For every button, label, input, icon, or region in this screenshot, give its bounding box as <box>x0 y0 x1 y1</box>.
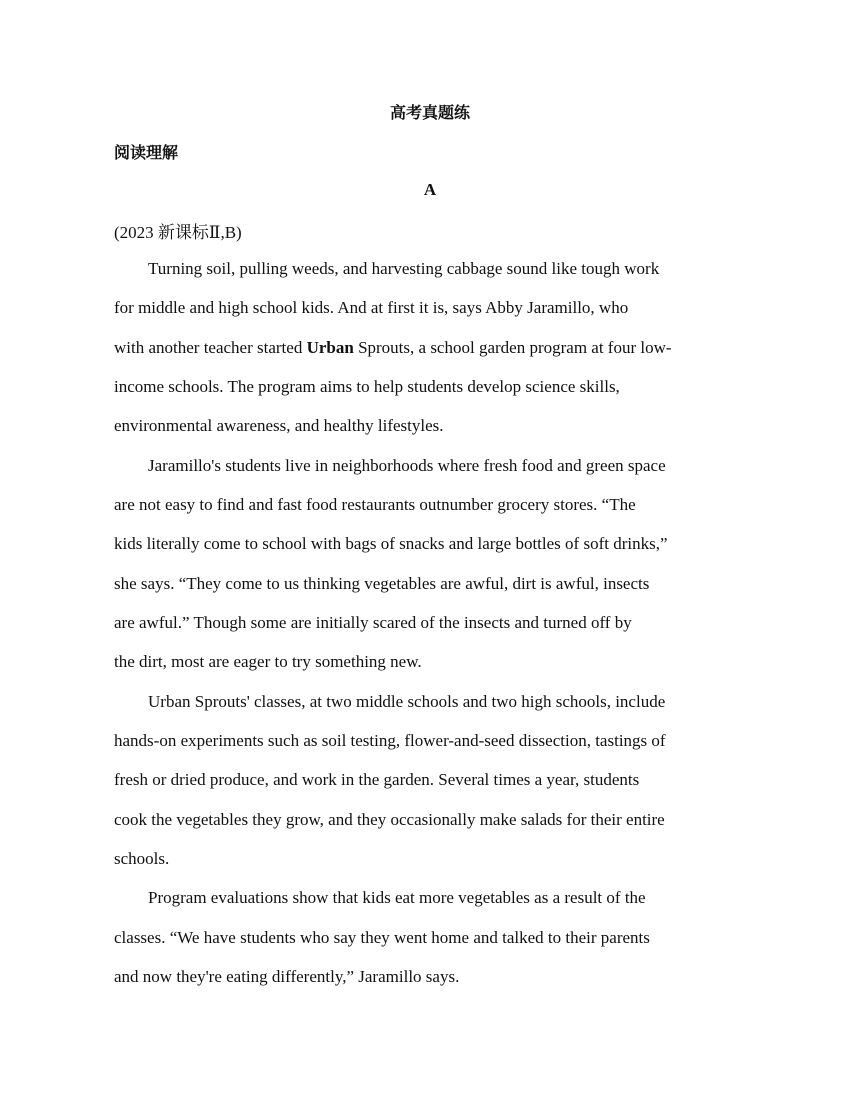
paragraph-2-line-2: are not easy to find and fast food restaurants outnumber grocery stores. “The <box>114 495 636 514</box>
page-title: 高考真题练 <box>389 103 470 122</box>
paragraph-4-line-3: and now they're eating differently,” Jaramillo says. <box>114 967 460 986</box>
passage-letter: A <box>423 180 437 199</box>
paragraph-3-line-5: schools. <box>114 849 170 868</box>
paragraph-4-line-1: Program evaluations show that kids eat more vegetables as a result of the <box>148 888 646 907</box>
paragraph-2-line-6: the dirt, most are eager to try something new. <box>114 652 422 671</box>
paragraph-1-line-1: Turning soil, pulling weeds, and harvesting cabbage sound like tough work <box>148 259 660 278</box>
paragraph-2-line-1: Jaramillo's students live in neighborhoods where fresh food and green space <box>148 456 666 475</box>
paragraph-3-line-1: Urban Sprouts' classes, at two middle schools and two high schools, include <box>148 692 666 711</box>
passage-source: (2023 新课标Ⅱ,B) <box>114 223 242 242</box>
paragraph-2-line-4: she says. “They come to us thinking vegetables are awful, dirt is awful, insects <box>114 574 650 593</box>
section-heading: 阅读理解 <box>114 143 179 162</box>
paragraph-2-line-3: kids literally come to school with bags of snacks and large bottles of soft drinks,” <box>114 534 668 553</box>
bold-word-urban: Urban <box>306 338 354 357</box>
paragraph-3-line-2: hands-on experiments such as soil testing, flower-and-seed dissection, tastings of <box>114 731 666 750</box>
paragraph-4-line-2: classes. “We have students who say they went home and talked to their parents <box>114 928 650 947</box>
paragraph-1-line-3 <box>114 337 672 359</box>
paragraph-1-line-5: environmental awareness, and healthy lifestyles. <box>114 416 444 435</box>
paragraph-2-line-5: are awful.” Though some are initially scared of the insects and turned off by <box>114 613 632 632</box>
paragraph-1-line-3-rest: Sprouts, a school garden program at four low- <box>353 338 672 357</box>
paragraph-1-line-3-text: with another teacher started <box>114 338 303 357</box>
paragraph-1-line-4: income schools. The program aims to help students develop science skills, <box>114 377 620 396</box>
paragraph-3-line-3: fresh or dried produce, and work in the garden. Several times a year, students <box>114 770 640 789</box>
paragraph-3-line-4: cook the vegetables they grow, and they occasionally make salads for their entire <box>114 810 665 829</box>
paragraph-1-line-2: for middle and high school kids. And at first it is, says Abby Jaramillo, who <box>114 298 629 317</box>
